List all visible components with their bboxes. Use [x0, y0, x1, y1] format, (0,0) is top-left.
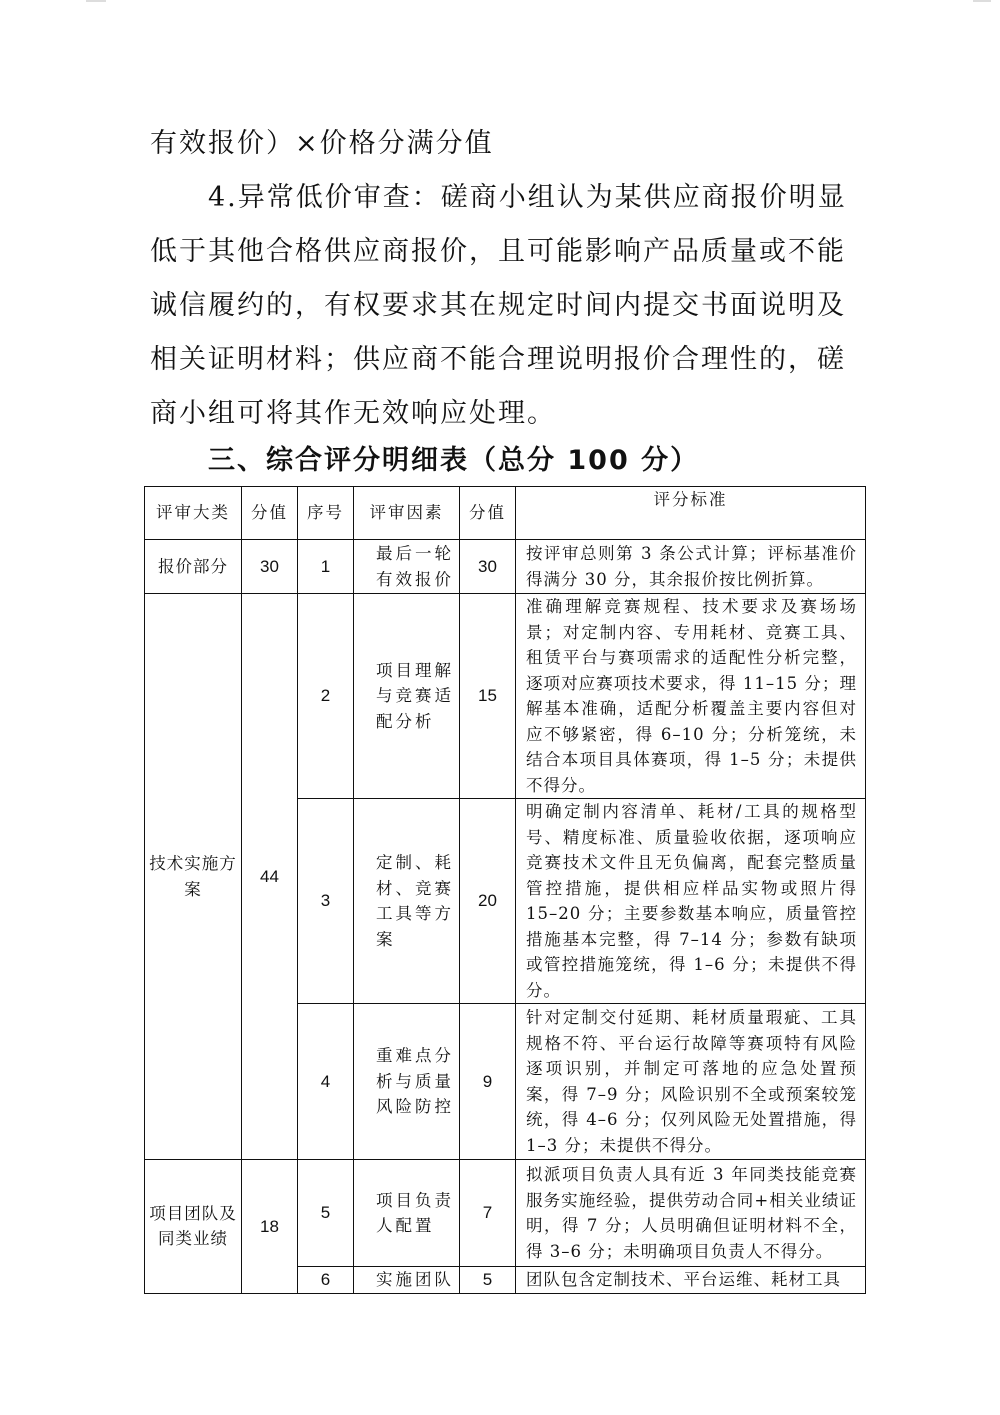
index-cell: 2: [298, 594, 354, 799]
scan-mark: [86, 0, 106, 2]
header-category: 评审大类: [145, 487, 242, 540]
standard-cell: 明确定制内容清单、耗材/工具的规格型号、精度标准、质量验收依据，逐项响应竞赛技术文件且无负偏离，配套完整质量管控措施，提供相应样品实物或照片得 15–20 分；主要参数基本响应，质量管控措施基本完整，得 7–14 分；参数有缺项或管控措施笼统，得 1–6 分；未提供不得分。: [516, 799, 866, 1004]
header-standard: 评分标准: [516, 487, 866, 540]
score-cell: 5: [460, 1267, 516, 1294]
category-cell: 项目团队及同类业绩: [145, 1160, 242, 1294]
standard-cell: 团队包含定制技术、平台运维、耗材工具: [516, 1267, 866, 1294]
index-cell: 3: [298, 799, 354, 1004]
table-row: [145, 540, 866, 594]
factor-cell: 项目负责人配置: [354, 1160, 460, 1267]
scan-mark: [973, 0, 991, 2]
standard-cell: 针对定制交付延期、耗材质量瑕疵、工具规格不符、平台运行故障等赛项特有风险逐项识别，并制定可落地的应急处置预案，得 7–9 分；风险识别不全或预案较笼统，得 4–6 分；仅列风险无处置措施，得 1–3 分；未提供不得分。: [516, 1004, 866, 1160]
index-cell: 6: [298, 1267, 354, 1294]
table-row: [145, 1160, 866, 1267]
section-title: 三、综合评分明细表（总分 100 分）: [208, 445, 700, 476]
paragraph-low-price-review: 4.异常低价审查：磋商小组认为某供应商报价明显低于其他合格供应商报价，且可能影响产品质量或不能诚信履约的，有权要求其在规定时间内提交书面说明及相关证明材料；供应商不能合理说明报价合理性的，磋商小组可将其作无效响应处理。: [150, 182, 847, 429]
factor-cell: 项目理解与竞赛适配分析: [354, 594, 460, 799]
score-cell: 9: [460, 1004, 516, 1160]
standard-cell: 按评审总则第 3 条公式计算；评标基准价得满分 30 分，其余报价按比例折算。: [516, 540, 866, 594]
factor-cell: 定制、耗材、竞赛工具等方案: [354, 799, 460, 1004]
category-cell: 报价部分: [145, 540, 242, 594]
factor-cell: 实施团队: [354, 1267, 460, 1294]
factor-cell: 最后一轮有效报价: [354, 540, 460, 594]
category-score-cell: 44: [242, 594, 298, 1160]
standard-cell: 准确理解竞赛规程、技术要求及赛场场景；对定制内容、专用耗材、竞赛工具、租赁平台与赛项需求的适配性分析完整，逐项对应赛项技术要求，得 11–15 分；理解基本准确，适配分析覆盖主要内容但对应不够紧密，得 6–10 分；分析笼统，未结合本项目具体赛项，得 1–5 分；未提供不得分。: [516, 594, 866, 799]
standard-cell: 拟派项目负责人具有近 3 年同类技能竞赛服务实施经验，提供劳动合同+相关业绩证明，得 7 分；人员明确但证明材料不全，得 3–6 分；未明确项目负责人不得分。: [516, 1160, 866, 1267]
header-index: 序号: [298, 487, 354, 540]
header-factor: 评审因素: [354, 487, 460, 540]
table-row: [145, 594, 866, 799]
scoring-table: [144, 486, 866, 1294]
header-category-score: 分值: [242, 487, 298, 540]
header-score: 分值: [460, 487, 516, 540]
category-cell: 技术实施方案: [145, 594, 242, 1160]
score-cell: 7: [460, 1160, 516, 1267]
score-cell: 30: [460, 540, 516, 594]
score-cell: 20: [460, 799, 516, 1004]
factor-cell: 重难点分析与质量风险防控: [354, 1004, 460, 1160]
index-cell: 1: [298, 540, 354, 594]
category-score-cell: 18: [242, 1160, 298, 1294]
category-score-cell: 30: [242, 540, 298, 594]
score-cell: 15: [460, 594, 516, 799]
index-cell: 5: [298, 1160, 354, 1267]
paragraph-formula-end: 有效报价）×价格分满分值: [150, 128, 494, 159]
table-header-row: [145, 487, 866, 540]
index-cell: 4: [298, 1004, 354, 1160]
